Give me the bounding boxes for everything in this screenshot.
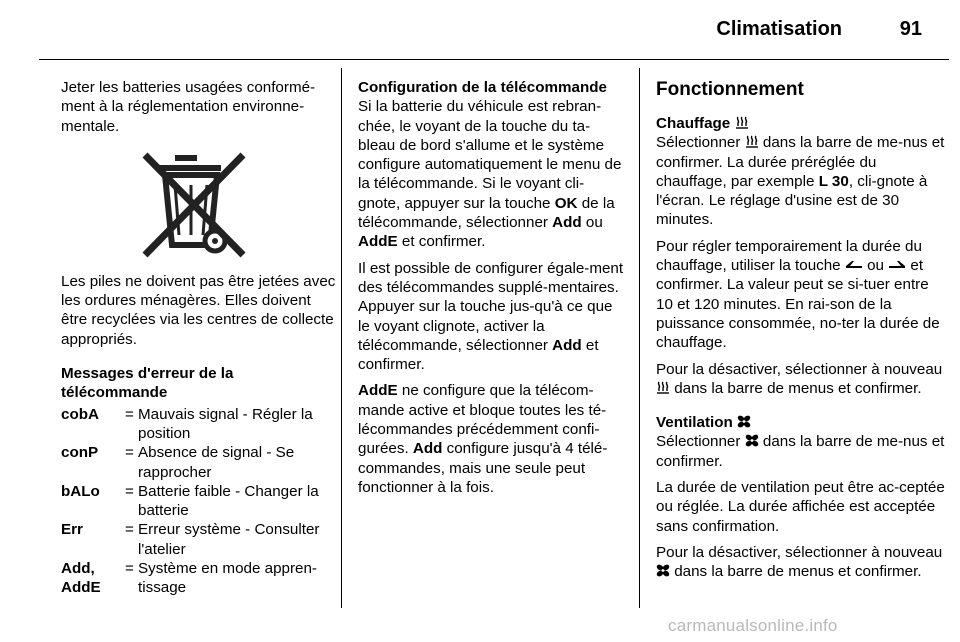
page-number: 91 bbox=[899, 18, 922, 40]
error-code: cobA bbox=[61, 405, 99, 423]
fan-icon bbox=[737, 415, 751, 428]
error-code: Err bbox=[61, 521, 83, 539]
adde-code: AddE bbox=[358, 382, 398, 400]
heating-heading bbox=[656, 114, 948, 133]
column-middle bbox=[358, 78, 626, 504]
error-row bbox=[61, 405, 337, 444]
text-run: Il est possible de configurer égale-ment des télécommandes supplé-mentaires. Appuyer sur la touche jus-qu'à ce que le voyant clignote, activer la télécommande, sélectionner bbox=[358, 259, 624, 354]
heating-para-3 bbox=[656, 360, 948, 399]
error-description: Mauvais signal - Régler la position bbox=[138, 405, 313, 442]
heating-para-1 bbox=[656, 133, 948, 229]
add-code: Add bbox=[552, 214, 582, 232]
crossed-out-bin-icon bbox=[139, 151, 251, 259]
error-row bbox=[61, 482, 337, 521]
remote-config-para-3 bbox=[358, 381, 626, 497]
error-code: conP bbox=[61, 444, 99, 462]
text-run: Pour la désactiver, sélectionner à nouveau bbox=[656, 360, 943, 378]
error-messages-table bbox=[61, 405, 337, 598]
error-code: bALo bbox=[61, 482, 100, 500]
text-run: et confirmer. bbox=[358, 336, 599, 374]
error-description: Batterie faible - Changer la batterie bbox=[138, 482, 319, 520]
text-run: et confirmer. La valeur peut se si-tuer entre 10 et 120 minutes. En rai-son de la puissance consommée, no-ter la durée de chauffage. bbox=[656, 257, 940, 352]
ventilation-para-2: La durée de ventilation peut être ac-ceptée ou réglée. La durée affichée est acceptée sans confirmation. bbox=[656, 479, 945, 535]
error-description: Système en mode appren-tissage bbox=[138, 560, 317, 597]
ok-key-label: OK bbox=[554, 194, 578, 212]
error-row bbox=[61, 559, 337, 598]
text-run: dans la barre de menus et confirmer. bbox=[670, 563, 922, 581]
page-title: Climatisation bbox=[716, 18, 842, 40]
ventilation-heading-label: Ventilation bbox=[656, 414, 733, 432]
text-run: , cli-gnote à l'écran. Le réglage d'usine est de 30 minutes. bbox=[656, 172, 928, 229]
error-code: Add, AddE bbox=[61, 560, 101, 597]
text-run: Sélectionner bbox=[656, 433, 745, 451]
error-description: Absence de signal - Se rapprocher bbox=[138, 444, 295, 481]
error-row bbox=[61, 520, 337, 559]
operation-heading: Fonctionnement bbox=[656, 79, 804, 100]
heating-icon bbox=[656, 381, 670, 394]
text-run: configure jusqu'à 4 télé-commandes, mais une seule peut fonctionner à la fois. bbox=[358, 440, 608, 496]
error-equals: = bbox=[125, 560, 134, 578]
text-run: Pour régler temporairement la durée du chauffage, utiliser la touche bbox=[656, 237, 922, 275]
column-divider bbox=[341, 68, 342, 608]
text-run: Pour la désactiver, sélectionner à nouveau bbox=[656, 543, 943, 561]
text-run: et confirmer. bbox=[397, 233, 486, 251]
error-equals: = bbox=[125, 405, 134, 423]
remote-config-heading: Configuration de la télécommande bbox=[358, 79, 607, 96]
text-run: dans la barre de me-nus et confirmer. La durée préréglée du chauffage, par exemple bbox=[656, 134, 945, 190]
error-equals: = bbox=[125, 521, 134, 539]
error-messages-heading: Messages d'erreur de la télécommande bbox=[61, 365, 234, 402]
remote-config-para-1 bbox=[358, 97, 626, 251]
ventilation-para-1 bbox=[656, 432, 948, 471]
page-header bbox=[0, 0, 960, 62]
adde-code: AddE bbox=[358, 233, 398, 251]
column-left bbox=[61, 78, 337, 598]
heating-para-2 bbox=[656, 237, 948, 353]
error-description: Erreur système - Consulter l'atelier bbox=[138, 521, 320, 558]
column-right bbox=[656, 78, 948, 589]
text-run: de la télécommande, sélectionner bbox=[358, 194, 615, 232]
text-run: ou bbox=[581, 214, 603, 232]
fan-icon bbox=[745, 434, 759, 447]
heating-icon bbox=[735, 116, 749, 129]
ventilation-para-3 bbox=[656, 543, 948, 582]
add-code: Add bbox=[412, 440, 443, 458]
heating-heading-label: Chauffage bbox=[656, 115, 731, 132]
error-equals: = bbox=[125, 444, 134, 462]
heating-icon bbox=[745, 135, 759, 148]
add-code: Add bbox=[552, 336, 582, 354]
disposal-text: Les piles ne doivent pas être jetées avec les ordures ménagères. Elles doivent être recyclées via les centres de collecte appropriés. bbox=[61, 272, 336, 348]
right-arrow-key-icon bbox=[888, 258, 906, 271]
fan-icon bbox=[656, 564, 670, 577]
duration-example: L 30 bbox=[818, 172, 849, 190]
error-equals: = bbox=[125, 482, 134, 500]
text-run: Si la batterie du véhicule est rebran-chée, le voyant de la touche du ta-bleau de bord s'allume et le système configure automatiquement le menu de la télécommande. Si le voyant cli-gnote, appuyer sur la touche bbox=[358, 98, 622, 212]
disposal-intro: Jeter les batteries usagées conformé-ment à la réglementation environne-mentale. bbox=[61, 79, 316, 135]
header-divider bbox=[39, 59, 949, 60]
column-divider bbox=[639, 68, 640, 608]
remote-config-para-2 bbox=[358, 259, 626, 375]
text-run: ne configure que la télécom-mande active et bloque toutes les té-lécommandes précédemment confi-gurées. bbox=[358, 382, 607, 458]
left-arrow-key-icon bbox=[845, 258, 863, 271]
text-run: dans la barre de menus et confirmer. bbox=[670, 379, 922, 397]
ventilation-heading bbox=[656, 413, 948, 432]
watermark: carmanualsonline.info bbox=[668, 616, 838, 635]
error-row bbox=[61, 443, 337, 482]
text-run: dans la barre de me-nus et confirmer. bbox=[656, 433, 945, 470]
text-run: Sélectionner bbox=[656, 134, 745, 152]
text-run: ou bbox=[862, 257, 889, 275]
